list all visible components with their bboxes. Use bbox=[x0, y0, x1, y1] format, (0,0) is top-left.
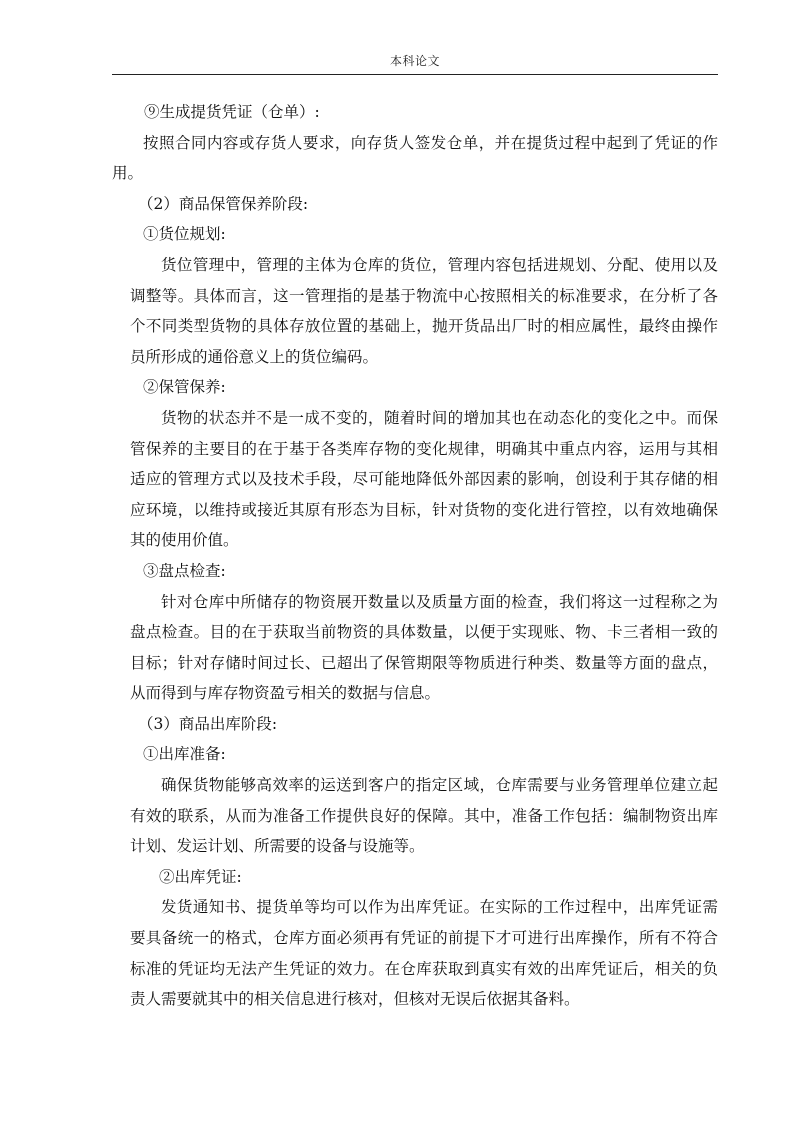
paragraph: 货物的状态并不是一成不变的，随着时间的增加其也在动态化的变化之中。而保管保养的主要目的在于基于各类库存物的变化规律，明确其中重点内容，运用与其相适应的管理方式以及技术手段，尽可能地降低外部因素的影响，创设利于其存储的相应环境，以维持或接近其原有形态为目标，针对货物的变化进行管控，以有效地确保其的使用价值。 bbox=[130, 408, 718, 550]
section-heading-2: （2）商品保管保养阶段: bbox=[138, 194, 309, 213]
paragraph: 确保货物能够高效率的运送到客户的指定区域，仓库需要与业务管理单位建立起有效的联系，从而为准备工作提供良好的保障。其中，准备工作包括：编制物资出库计划、发运计划、所需要的设备与设施等。 bbox=[130, 776, 718, 856]
paragraph: 针对仓库中所储存的物资展开数量以及质量方面的检查，我们将这一过程称之为盘点检查。目的在于获取当前物资的具体数量，以便于实现账、物、卡三者相一致的目标；针对存储时间过长、已超出了保管期限等物质进行种类、数量等方面的盘点，从而得到与库存物资盈亏相关的数据与信息。 bbox=[130, 592, 718, 703]
paragraph: 货位管理中，管理的主体为仓库的货位，管理内容包括进规划、分配、使用以及调整等。具体而言，这一管理指的是基于物流中心按照相关的标准要求，在分析了各个不同类型货物的具体存放位置的基础上，抛开货品出厂时的相应属性，最终由操作员所形成的通俗意义上的货位编码。 bbox=[130, 255, 718, 366]
item-heading-1: ①出库准备: bbox=[143, 745, 226, 764]
item-heading-3: ③盘点检查: bbox=[143, 561, 226, 580]
paragraph: 按照合同内容或存货人要求，向存货人签发仓单，并在提货过程中起到了凭证的作用。 bbox=[112, 133, 718, 183]
item-heading-1: ①货位规划: bbox=[143, 225, 226, 244]
item-heading-2: ②出库凭证: bbox=[159, 867, 242, 886]
header-title: 本科论文 bbox=[389, 54, 440, 68]
section-heading-3: （3）商品出库阶段: bbox=[138, 714, 278, 733]
document-body bbox=[112, 97, 718, 1015]
item-heading-2: ②保管保养: bbox=[143, 378, 226, 397]
item-heading-9: ⑨生成提货凭证（仓单）: bbox=[144, 103, 320, 121]
page-header bbox=[112, 50, 718, 75]
paragraph: 发货通知书、提货单等均可以作为出库凭证。在实际的工作过程中，出库凭证需要具备统一的格式，仓库方面必须再有凭证的前提下才可进行出库操作，所有不符合标准的凭证均无法产生凭证的效力。在仓库获取到真实有效的出库凭证后，相关的负责人需要就其中的相关信息进行核对，但核对无误后依据其备料。 bbox=[130, 898, 718, 1009]
